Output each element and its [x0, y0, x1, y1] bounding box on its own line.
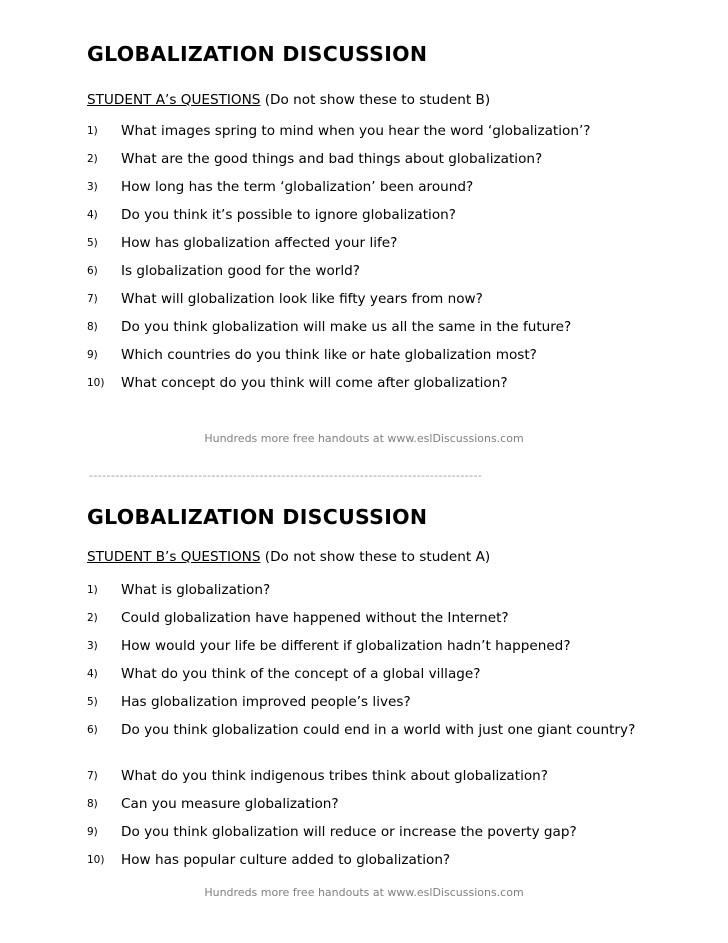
question-number: 8) — [87, 798, 98, 810]
list-item — [87, 374, 643, 402]
list-item — [87, 262, 643, 290]
question-number: 3) — [87, 181, 98, 193]
question-text: What concept do you think will come after globalization? — [121, 375, 508, 391]
section-b-title: GLOBALIZATION DISCUSSION — [87, 505, 428, 529]
question-text: How would your life be different if globalization hadn’t happened? — [121, 638, 571, 654]
section-a-title: GLOBALIZATION DISCUSSION — [87, 42, 428, 66]
list-item — [87, 851, 643, 879]
question-text: Do you think globalization will reduce or increase the poverty gap? — [121, 824, 577, 840]
list-item — [87, 234, 643, 262]
list-item — [87, 318, 643, 346]
list-item — [87, 693, 643, 721]
section-b-footer-note: Hundreds more free handouts at www.eslDiscussions.com — [204, 886, 524, 899]
question-number: 1) — [87, 125, 98, 137]
question-text: Do you think globalization will make us all the same in the future? — [121, 319, 572, 335]
question-text: Do you think it’s possible to ignore globalization? — [121, 207, 456, 223]
question-number: 1) — [87, 584, 98, 596]
question-text: What images spring to mind when you hear the word ‘globalization’? — [121, 123, 591, 139]
question-text: Which countries do you think like or hate globalization most? — [121, 347, 537, 363]
question-number: 6) — [87, 265, 98, 277]
list-item — [87, 767, 643, 795]
question-number: 7) — [87, 293, 98, 305]
section-b-subtitle-underlined: STUDENT B’s QUESTIONS — [87, 549, 261, 565]
question-text: Could globalization have happened without the Internet? — [121, 610, 509, 626]
question-number: 2) — [87, 612, 98, 624]
section-b-subtitle — [87, 549, 490, 565]
list-item — [87, 795, 643, 823]
question-text: Has globalization improved people’s lives? — [121, 694, 411, 710]
question-number: 3) — [87, 640, 98, 652]
list-item — [87, 637, 643, 665]
section-a-subtitle-note: (Do not show these to student B) — [260, 92, 491, 108]
question-number: 8) — [87, 321, 98, 333]
section-b-subtitle-note: (Do not show these to student A) — [260, 549, 491, 565]
list-item — [87, 609, 643, 637]
list-item — [87, 823, 643, 851]
cut-line-divider: ------------------------------------------------------------------------------------------ — [89, 469, 483, 482]
list-item — [87, 581, 643, 609]
question-text: What will globalization look like fifty years from now? — [121, 291, 483, 307]
question-text: What are the good things and bad things about globalization? — [121, 151, 543, 167]
section-a-subtitle-underlined: STUDENT A’s QUESTIONS — [87, 92, 261, 108]
question-text: How long has the term ‘globalization’ been around? — [121, 179, 474, 195]
list-item — [87, 206, 643, 234]
question-number: 10) — [87, 854, 105, 866]
question-number: 2) — [87, 153, 98, 165]
list-item — [87, 346, 643, 374]
question-text: Can you measure globalization? — [121, 796, 339, 812]
question-text: What do you think of the concept of a global village? — [121, 666, 481, 682]
question-number: 9) — [87, 349, 98, 361]
question-number: 4) — [87, 209, 98, 221]
list-item — [87, 290, 643, 318]
question-number: 9) — [87, 826, 98, 838]
list-item — [87, 721, 643, 767]
question-text: What do you think indigenous tribes think about globalization? — [121, 768, 548, 784]
list-item — [87, 150, 643, 178]
section-a-question-list — [87, 122, 643, 402]
list-item — [87, 178, 643, 206]
question-number: 10) — [87, 377, 105, 389]
section-b-question-list — [87, 581, 643, 879]
question-number: 6) — [87, 724, 98, 736]
list-item — [87, 665, 643, 693]
question-number: 7) — [87, 770, 98, 782]
question-text: How has popular culture added to globalization? — [121, 852, 451, 868]
question-number: 4) — [87, 668, 98, 680]
question-text: Is globalization good for the world? — [121, 263, 360, 279]
section-a-subtitle — [87, 92, 490, 108]
question-text: How has globalization affected your life? — [121, 235, 398, 251]
question-text: What is globalization? — [121, 582, 271, 598]
question-number: 5) — [87, 237, 98, 249]
question-number: 5) — [87, 696, 98, 708]
list-item — [87, 122, 643, 150]
section-a-footer-note: Hundreds more free handouts at www.eslDiscussions.com — [204, 432, 524, 445]
question-text: Do you think globalization could end in a world with just one giant country? — [121, 722, 636, 738]
